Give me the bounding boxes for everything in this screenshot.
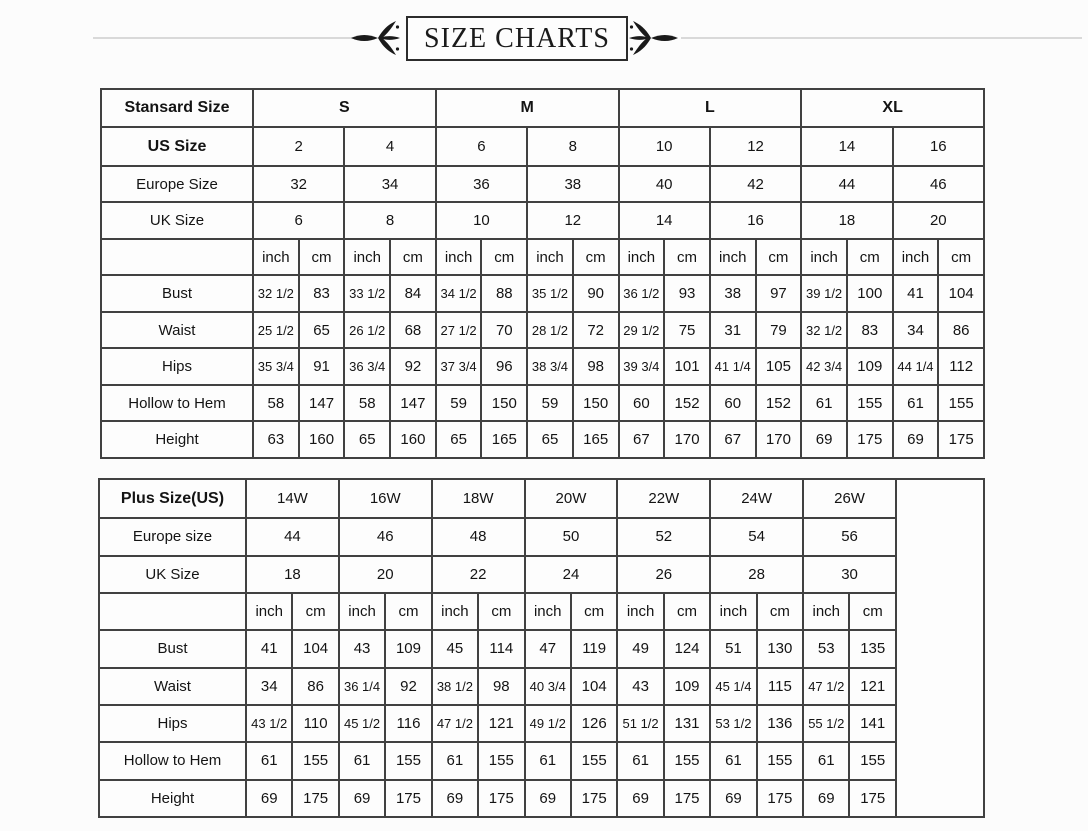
measure-value-cell: 97 xyxy=(756,275,802,312)
leaf-ornament-right-icon xyxy=(626,18,678,58)
measure-value-cell: 75 xyxy=(664,312,710,349)
size-value-cell: 28 xyxy=(710,556,803,593)
size-value-cell: 42 xyxy=(710,166,801,203)
measure-value-cell: 175 xyxy=(938,421,984,458)
measure-value-cell: 150 xyxy=(481,385,527,422)
size-value-cell: 8 xyxy=(527,127,618,165)
measure-value-cell: 53 1/2 xyxy=(710,705,756,742)
measure-value-cell: 69 xyxy=(617,780,663,817)
measure-value-cell: 119 xyxy=(571,630,617,667)
measure-value-cell: 43 xyxy=(339,630,385,667)
unit-inch-cell: inch xyxy=(432,593,478,630)
unit-row-spacer xyxy=(101,239,253,276)
unit-cm-cell: cm xyxy=(481,239,527,276)
measure-value-cell: 165 xyxy=(481,421,527,458)
measure-value-cell: 65 xyxy=(344,421,390,458)
size-value-cell: 54 xyxy=(710,518,803,555)
measure-value-cell: 155 xyxy=(571,742,617,779)
measure-value-cell: 67 xyxy=(619,421,665,458)
size-value-cell: 56 xyxy=(803,518,896,555)
unit-inch-cell: inch xyxy=(801,239,847,276)
measure-value-cell: 175 xyxy=(847,421,893,458)
measure-value-cell: 86 xyxy=(292,668,338,705)
measure-value-cell: 147 xyxy=(390,385,436,422)
measure-value-cell: 96 xyxy=(481,348,527,385)
size-value-cell: 52 xyxy=(617,518,710,555)
measure-value-cell: 34 1/2 xyxy=(436,275,482,312)
measure-value-cell: 44 1/4 xyxy=(893,348,939,385)
measure-value-cell: 61 xyxy=(617,742,663,779)
size-header-cell: L xyxy=(619,89,802,127)
measure-value-cell: 155 xyxy=(478,742,524,779)
measure-value-cell: 160 xyxy=(390,421,436,458)
measure-value-cell: 69 xyxy=(801,421,847,458)
measure-value-cell: 91 xyxy=(299,348,345,385)
measure-value-cell: 41 1/4 xyxy=(710,348,756,385)
measure-value-cell: 170 xyxy=(756,421,802,458)
measure-value-cell: 69 xyxy=(893,421,939,458)
size-value-cell: 16 xyxy=(893,127,984,165)
measure-value-cell: 47 xyxy=(525,630,571,667)
measure-value-cell: 116 xyxy=(385,705,431,742)
size-row-label: UK Size xyxy=(101,202,253,239)
size-row-label: Europe size xyxy=(99,518,246,555)
measure-value-cell: 136 xyxy=(757,705,803,742)
size-value-cell: 46 xyxy=(339,518,432,555)
unit-cm-cell: cm xyxy=(938,239,984,276)
unit-inch-cell: inch xyxy=(253,239,299,276)
size-value-cell: 18 xyxy=(246,556,339,593)
unit-inch-cell: inch xyxy=(339,593,385,630)
measure-value-cell: 147 xyxy=(299,385,345,422)
measure-value-cell: 69 xyxy=(246,780,292,817)
measure-value-cell: 104 xyxy=(938,275,984,312)
measure-value-cell: 61 xyxy=(432,742,478,779)
unit-cm-cell: cm xyxy=(385,593,431,630)
measure-value-cell: 26 1/2 xyxy=(344,312,390,349)
size-value-cell: 22 xyxy=(432,556,525,593)
unit-cm-cell: cm xyxy=(849,593,896,630)
size-charts-title-box xyxy=(406,16,628,61)
measure-value-cell: 175 xyxy=(849,780,896,817)
measure-value-cell: 32 1/2 xyxy=(253,275,299,312)
measure-value-cell: 112 xyxy=(938,348,984,385)
measure-value-cell: 25 1/2 xyxy=(253,312,299,349)
size-header-cell: M xyxy=(436,89,619,127)
measure-value-cell: 34 xyxy=(893,312,939,349)
measure-value-cell: 124 xyxy=(664,630,710,667)
measure-value-cell: 65 xyxy=(299,312,345,349)
measure-value-cell: 175 xyxy=(292,780,338,817)
measure-value-cell: 35 3/4 xyxy=(253,348,299,385)
measure-value-cell: 28 1/2 xyxy=(527,312,573,349)
unit-cm-cell: cm xyxy=(571,593,617,630)
measure-value-cell: 61 xyxy=(803,742,849,779)
measure-value-cell: 31 xyxy=(710,312,756,349)
measure-row-label: Waist xyxy=(99,668,246,705)
unit-cm-cell: cm xyxy=(478,593,524,630)
size-value-cell: 34 xyxy=(344,166,435,203)
measure-value-cell: 83 xyxy=(847,312,893,349)
measure-value-cell: 65 xyxy=(436,421,482,458)
measure-value-cell: 155 xyxy=(757,742,803,779)
measure-value-cell: 33 1/2 xyxy=(344,275,390,312)
measure-value-cell: 36 3/4 xyxy=(344,348,390,385)
size-value-cell: 20 xyxy=(339,556,432,593)
leaf-ornament-left-icon xyxy=(351,18,403,58)
corner-label: Plus Size(US) xyxy=(99,479,246,518)
measure-value-cell: 36 1/4 xyxy=(339,668,385,705)
measure-value-cell: 39 1/2 xyxy=(801,275,847,312)
unit-cm-cell: cm xyxy=(299,239,345,276)
unit-inch-cell: inch xyxy=(525,593,571,630)
size-value-cell: 26 xyxy=(617,556,710,593)
measure-row-label: Hips xyxy=(101,348,253,385)
measure-value-cell: 58 xyxy=(344,385,390,422)
unit-inch-cell: inch xyxy=(803,593,849,630)
measure-value-cell: 59 xyxy=(527,385,573,422)
unit-cm-cell: cm xyxy=(664,239,710,276)
measure-value-cell: 69 xyxy=(525,780,571,817)
measure-value-cell: 36 1/2 xyxy=(619,275,665,312)
measure-row-label: Bust xyxy=(101,275,253,312)
unit-inch-cell: inch xyxy=(893,239,939,276)
size-header-cell: S xyxy=(253,89,436,127)
size-value-cell: 6 xyxy=(253,202,344,239)
measure-row-label: Hollow to Hem xyxy=(101,385,253,422)
standard-size-table xyxy=(100,88,985,459)
measure-value-cell: 150 xyxy=(573,385,619,422)
measure-value-cell: 90 xyxy=(573,275,619,312)
measure-value-cell: 69 xyxy=(432,780,478,817)
size-header-cell: XL xyxy=(801,89,984,127)
measure-value-cell: 170 xyxy=(664,421,710,458)
size-header-cell: 14W xyxy=(246,479,339,518)
size-value-cell: 6 xyxy=(436,127,527,165)
size-value-cell: 12 xyxy=(527,202,618,239)
measure-value-cell: 51 1/2 xyxy=(617,705,663,742)
size-value-cell: 16 xyxy=(710,202,801,239)
unit-inch-cell: inch xyxy=(344,239,390,276)
measure-value-cell: 61 xyxy=(339,742,385,779)
measure-value-cell: 92 xyxy=(385,668,431,705)
plus-size-table xyxy=(98,478,985,818)
measure-value-cell: 83 xyxy=(299,275,345,312)
size-value-cell: 48 xyxy=(432,518,525,555)
banner-rule-right xyxy=(681,37,1082,39)
measure-value-cell: 130 xyxy=(757,630,803,667)
measure-value-cell: 160 xyxy=(299,421,345,458)
size-value-cell: 10 xyxy=(619,127,710,165)
size-value-cell: 14 xyxy=(619,202,710,239)
size-header-cell: 24W xyxy=(710,479,803,518)
measure-value-cell: 42 3/4 xyxy=(801,348,847,385)
measure-value-cell: 155 xyxy=(385,742,431,779)
unit-inch-cell: inch xyxy=(710,593,756,630)
measure-value-cell: 38 3/4 xyxy=(527,348,573,385)
size-row-label: UK Size xyxy=(99,556,246,593)
unit-inch-cell: inch xyxy=(246,593,292,630)
measure-value-cell: 104 xyxy=(292,630,338,667)
measure-value-cell: 49 xyxy=(617,630,663,667)
measure-value-cell: 47 1/2 xyxy=(432,705,478,742)
size-value-cell: 36 xyxy=(436,166,527,203)
measure-value-cell: 101 xyxy=(664,348,710,385)
measure-value-cell: 60 xyxy=(619,385,665,422)
size-value-cell: 46 xyxy=(893,166,984,203)
measure-value-cell: 35 1/2 xyxy=(527,275,573,312)
measure-value-cell: 155 xyxy=(664,742,710,779)
banner xyxy=(0,0,1088,70)
size-value-cell: 14 xyxy=(801,127,892,165)
measure-value-cell: 114 xyxy=(478,630,524,667)
measure-value-cell: 175 xyxy=(757,780,803,817)
measure-row-label: Hollow to Hem xyxy=(99,742,246,779)
size-header-cell: 22W xyxy=(617,479,710,518)
size-charts-title: SIZE CHARTS xyxy=(424,22,610,54)
measure-value-cell: 65 xyxy=(527,421,573,458)
measure-value-cell: 104 xyxy=(571,668,617,705)
unit-row-spacer xyxy=(99,593,246,630)
measure-value-cell: 32 1/2 xyxy=(801,312,847,349)
measure-value-cell: 155 xyxy=(849,742,896,779)
size-row-label: US Size xyxy=(101,127,253,165)
size-header-cell: 16W xyxy=(339,479,432,518)
measure-value-cell: 68 xyxy=(390,312,436,349)
unit-inch-cell: inch xyxy=(436,239,482,276)
measure-value-cell: 47 1/2 xyxy=(803,668,849,705)
unit-inch-cell: inch xyxy=(617,593,663,630)
unit-cm-cell: cm xyxy=(292,593,338,630)
unit-cm-cell: cm xyxy=(847,239,893,276)
measure-value-cell: 49 1/2 xyxy=(525,705,571,742)
measure-value-cell: 121 xyxy=(478,705,524,742)
measure-value-cell: 45 1/4 xyxy=(710,668,756,705)
size-value-cell: 44 xyxy=(246,518,339,555)
measure-value-cell: 155 xyxy=(847,385,893,422)
size-value-cell: 40 xyxy=(619,166,710,203)
measure-value-cell: 93 xyxy=(664,275,710,312)
measure-value-cell: 61 xyxy=(525,742,571,779)
unit-inch-cell: inch xyxy=(619,239,665,276)
size-value-cell: 38 xyxy=(527,166,618,203)
measure-value-cell: 34 xyxy=(246,668,292,705)
measure-value-cell: 41 xyxy=(246,630,292,667)
measure-value-cell: 98 xyxy=(478,668,524,705)
measure-value-cell: 92 xyxy=(390,348,436,385)
measure-value-cell: 110 xyxy=(292,705,338,742)
measure-value-cell: 100 xyxy=(847,275,893,312)
measure-row-label: Height xyxy=(99,780,246,817)
measure-value-cell: 115 xyxy=(757,668,803,705)
measure-value-cell: 121 xyxy=(849,668,896,705)
measure-value-cell: 86 xyxy=(938,312,984,349)
size-value-cell: 44 xyxy=(801,166,892,203)
unit-cm-cell: cm xyxy=(757,593,803,630)
measure-value-cell: 63 xyxy=(253,421,299,458)
measure-value-cell: 45 xyxy=(432,630,478,667)
unit-cm-cell: cm xyxy=(664,593,710,630)
measure-value-cell: 126 xyxy=(571,705,617,742)
size-value-cell: 4 xyxy=(344,127,435,165)
measure-value-cell: 70 xyxy=(481,312,527,349)
measure-value-cell: 175 xyxy=(571,780,617,817)
measure-value-cell: 61 xyxy=(710,742,756,779)
measure-value-cell: 67 xyxy=(710,421,756,458)
size-value-cell: 10 xyxy=(436,202,527,239)
size-header-cell: 20W xyxy=(525,479,618,518)
measure-row-label: Waist xyxy=(101,312,253,349)
empty-spacer-cell xyxy=(896,479,984,817)
measure-value-cell: 152 xyxy=(664,385,710,422)
size-value-cell: 24 xyxy=(525,556,618,593)
measure-value-cell: 155 xyxy=(292,742,338,779)
measure-value-cell: 58 xyxy=(253,385,299,422)
unit-inch-cell: inch xyxy=(527,239,573,276)
measure-value-cell: 131 xyxy=(664,705,710,742)
measure-value-cell: 59 xyxy=(436,385,482,422)
measure-value-cell: 43 xyxy=(617,668,663,705)
size-value-cell: 32 xyxy=(253,166,344,203)
measure-value-cell: 135 xyxy=(849,630,896,667)
measure-value-cell: 152 xyxy=(756,385,802,422)
measure-value-cell: 53 xyxy=(803,630,849,667)
measure-value-cell: 39 3/4 xyxy=(619,348,665,385)
measure-value-cell: 41 xyxy=(893,275,939,312)
measure-value-cell: 61 xyxy=(246,742,292,779)
measure-value-cell: 109 xyxy=(385,630,431,667)
measure-value-cell: 105 xyxy=(756,348,802,385)
measure-value-cell: 51 xyxy=(710,630,756,667)
banner-rule-left xyxy=(93,37,353,39)
size-value-cell: 30 xyxy=(803,556,896,593)
measure-value-cell: 155 xyxy=(938,385,984,422)
size-value-cell: 20 xyxy=(893,202,984,239)
measure-value-cell: 141 xyxy=(849,705,896,742)
measure-value-cell: 55 1/2 xyxy=(803,705,849,742)
measure-value-cell: 165 xyxy=(573,421,619,458)
unit-cm-cell: cm xyxy=(390,239,436,276)
measure-value-cell: 109 xyxy=(847,348,893,385)
measure-value-cell: 88 xyxy=(481,275,527,312)
size-header-cell: 18W xyxy=(432,479,525,518)
measure-value-cell: 109 xyxy=(664,668,710,705)
size-value-cell: 18 xyxy=(801,202,892,239)
measure-row-label: Hips xyxy=(99,705,246,742)
unit-inch-cell: inch xyxy=(710,239,756,276)
measure-value-cell: 43 1/2 xyxy=(246,705,292,742)
measure-value-cell: 175 xyxy=(478,780,524,817)
measure-value-cell: 175 xyxy=(664,780,710,817)
size-header-cell: 26W xyxy=(803,479,896,518)
measure-row-label: Height xyxy=(101,421,253,458)
measure-value-cell: 69 xyxy=(803,780,849,817)
measure-value-cell: 37 3/4 xyxy=(436,348,482,385)
measure-value-cell: 69 xyxy=(339,780,385,817)
measure-value-cell: 45 1/2 xyxy=(339,705,385,742)
unit-cm-cell: cm xyxy=(573,239,619,276)
size-value-cell: 50 xyxy=(525,518,618,555)
measure-value-cell: 69 xyxy=(710,780,756,817)
measure-value-cell: 72 xyxy=(573,312,619,349)
size-value-cell: 8 xyxy=(344,202,435,239)
size-value-cell: 12 xyxy=(710,127,801,165)
measure-value-cell: 38 1/2 xyxy=(432,668,478,705)
corner-label: Stansard Size xyxy=(101,89,253,127)
unit-cm-cell: cm xyxy=(756,239,802,276)
measure-value-cell: 60 xyxy=(710,385,756,422)
measure-value-cell: 29 1/2 xyxy=(619,312,665,349)
measure-value-cell: 38 xyxy=(710,275,756,312)
measure-value-cell: 175 xyxy=(385,780,431,817)
size-value-cell: 2 xyxy=(253,127,344,165)
measure-value-cell: 27 1/2 xyxy=(436,312,482,349)
size-row-label: Europe Size xyxy=(101,166,253,203)
measure-row-label: Bust xyxy=(99,630,246,667)
measure-value-cell: 61 xyxy=(893,385,939,422)
measure-value-cell: 98 xyxy=(573,348,619,385)
measure-value-cell: 79 xyxy=(756,312,802,349)
measure-value-cell: 84 xyxy=(390,275,436,312)
measure-value-cell: 61 xyxy=(801,385,847,422)
measure-value-cell: 40 3/4 xyxy=(525,668,571,705)
